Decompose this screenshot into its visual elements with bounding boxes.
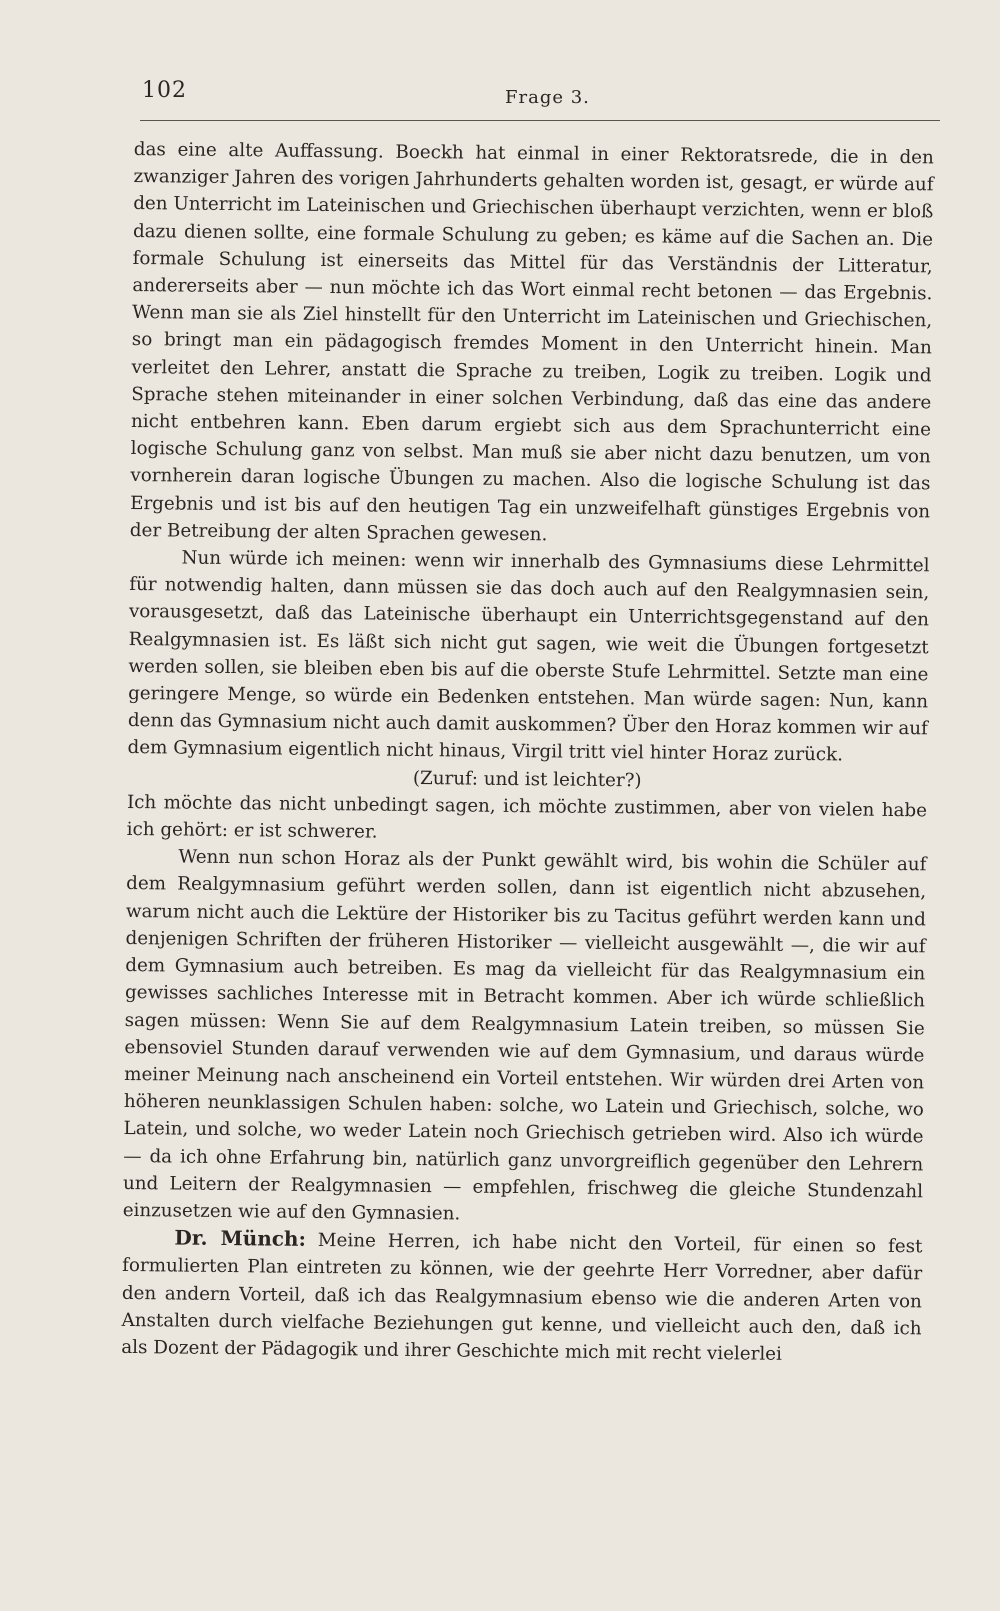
speech-paragraph [121,1224,922,1369]
header-rule [140,120,940,121]
page-header [140,78,940,118]
paragraph-2: Nun würde ich meinen: wenn wir innerhalb des Gymnasiums diese Lehrmittel für notwendig halten, dann müssen sie das doch auch auf den Realgymnasien sein, vorausgesetzt, daß das Lateinische überhaupt ein Unterrichtsgegenstand auf den Realgymnasien ist. Es läßt sich nicht gut sagen, wie weit die Übungen fortgesetzt werden sollen, sie bleiben eben bis auf die oberste Stufe Lehrmittel. Setzte man eine geringere Menge, so würde ein Bedenken entstehen. Man würde sagen: Nun, kann denn das Gymnasium nicht auch damit auskommen? Über den Horaz kommen wir auf dem Gymnasium eigentlich nicht hinaus, Virgil tritt viel hinter Horaz zurück. [127,547,930,766]
speaker-name: Dr. Münch: [174,1225,307,1251]
body-text [121,136,934,1369]
running-head: Frage 3. [505,87,590,108]
speech-text: Meine Herren, ich habe nicht den Vorteil, für einen so fest formulierten Plan eintreten zu können, wie der geehrte Herr Vorredner, aber dafür den andern Vorteil, daß ich das Realgymnasium ebenso wie die anderen Arten von Anstalten durch vielfache Beziehungen gut kenne, und vielleicht auch den, daß ich als Dozent der Pädagogik und ihrer Geschichte mich mit recht vielerlei [121,1229,923,1365]
interjection: (Zuruf: und ist leichter?) [412,767,642,792]
paragraph-4: Wenn nun schon Horaz als der Punkt gewählt wird, bis wohin die Schüler auf dem Realgymnasium geführt werden sollen, dann ist eigentlich nicht abzusehen, warum nicht auch die Lektüre der Historiker bis zu Tacitus geführt werden kann und denjenigen Schriften der früheren Historiker — vielleicht ausgewählt —, die wir auf dem Gymnasium auch betreiben. Es mag da vielleicht für das Realgymnasium ein gewisses sachliches Interesse mit in Betracht kommen. Aber ich würde schließlich sagen müssen: Wenn Sie auf dem Realgymnasium Latein treiben, so müssen Sie ebensoviel Stunden darauf verwenden wie auf dem Gymnasium, und daraus würde meiner Meinung nach anscheinend ein Vorteil entstehen. Wir würden drei Arten von höheren neunklassigen Schulen haben: solche, wo Latein und Griechisch, solche, wo Latein, und solche, wo weder Latein noch Griechisch getrieben wird. Also ich würde — da ich ohne Erfahrung bin, natürlich ganz unvorgreiflich gegenüber den Lehrern und Leitern der Realgymnasien — empfehlen, frischweg die gleiche Stundenzahl einzusetzen wie auf den Gymnasien. [122,846,927,1225]
page-number: 102 [142,78,187,103]
paragraph-1: das eine alte Auffassung. Boeckh hat einmal in einer Rektoratsrede, die in den zwanziger Jahren des vorigen Jahrhunderts gehalten worden ist, gesagt, er würde auf den Unterricht im Lateinischen und Griechischen überhaupt verzichten, wenn er bloß dazu dienen sollte, eine formale Schulung zu geben; es käme auf die Sachen an. Die formale Schulung ist einerseits das Mittel für das Verständnis der Litteratur, andererseits aber — nun möchte ich das Wort einmal recht betonen — das Ergebnis. Wenn man sie als Ziel hinstellt für den Unterricht im Lateinischen und Griechischen, so bringt man ein pädagogisch fremdes Moment in den Unterricht hinein. Man verleitet den Lehrer, anstatt die Sprache zu treiben, Logik zu treiben. Logik und Sprache stehen miteinander in einer solchen Verbindung, daß das eine das andere nicht entbehren kann. Eben darum ergiebt sich aus dem Sprachunterricht eine logische Schulung ganz von selbst. Man muß sie aber nicht dazu benutzen, um von vornherein daran logische Übungen zu machen. Also die logische Schulung ist das Ergebnis und ist bis auf den heutigen Tag ein unzweifelhaft günstiges Ergebnis von der Betreibung der alten Sprachen gewesen. [129,138,934,546]
paragraph-3: Ich möchte das nicht unbedingt sagen, ich möchte zustimmen, aber von vielen habe ich gehört: er ist schwerer. [126,791,928,843]
